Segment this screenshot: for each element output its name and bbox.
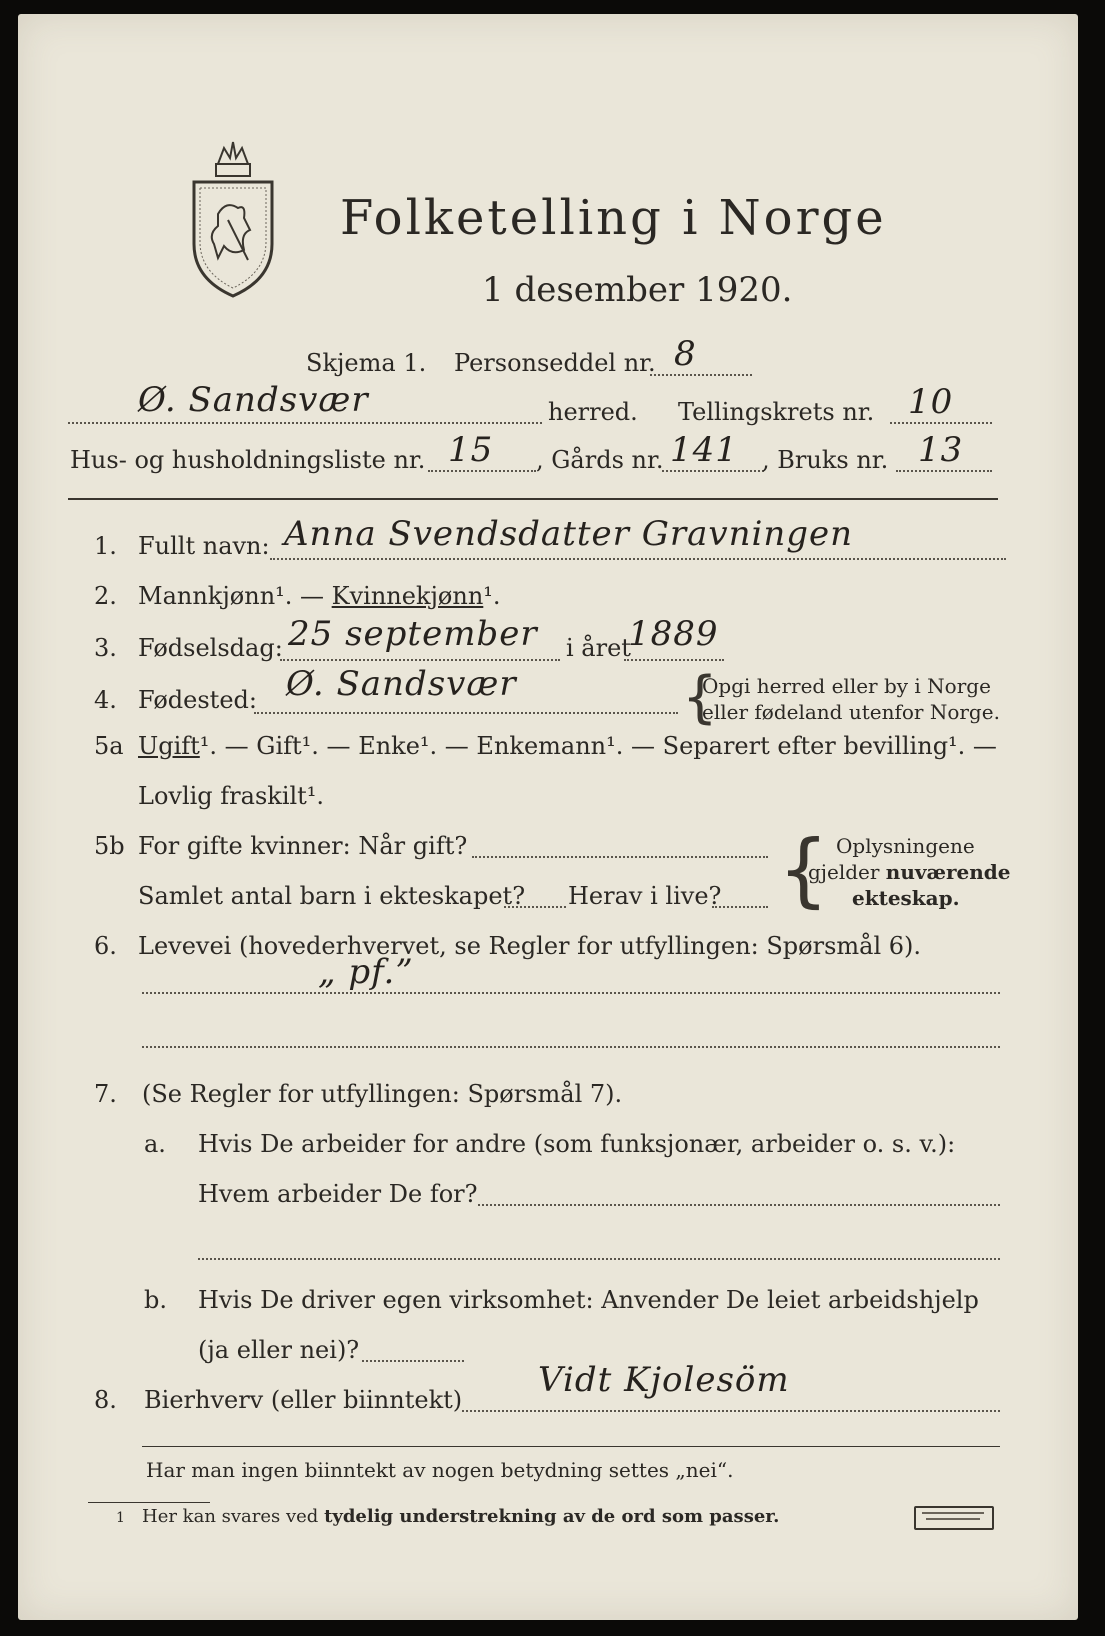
q6-number: 6. [94,932,117,960]
q8-number: 8. [94,1386,117,1414]
hus-line [428,470,536,472]
q1-label: Fullt navn: [138,532,270,560]
q5b-alive-line [712,906,768,908]
kvinnekjonn-option[interactable]: Kvinnekjønn [331,582,484,610]
footnote-text: Her kan svares ved tydelig understrekning av de ord som passer. [142,1506,780,1527]
census-date: 1 desember 1920. [482,270,793,310]
q4-label: Fødested: [138,686,257,714]
birthplace-value[interactable]: Ø. Sandsvær [286,664,517,704]
tellingskrets-label: Tellingskrets nr. [678,398,875,426]
q7b-letter: b. [144,1286,167,1314]
notes-divider [142,1446,1000,1447]
printer-stamp [914,1506,994,1530]
q7a-employer-line [478,1204,1000,1206]
q3-year-line [624,659,724,661]
header-divider [68,498,998,500]
hus-label: Hus- og husholdningsliste nr. [70,446,426,474]
footnote-divider [88,1502,210,1503]
gards-line [662,470,764,472]
personseddel-value[interactable]: 8 [674,334,697,374]
q4-brace: { [682,665,718,730]
herred-value[interactable]: Ø. Sandsvær [138,380,369,420]
herred-label: herred. [548,398,638,426]
q7b-line [362,1360,464,1362]
personseddel-label: Personseddel nr. [454,349,656,377]
side-income-value[interactable]: Vidt Kjolesöm [538,1360,790,1400]
q5a-text [138,732,997,760]
q5b-number: 5b [94,832,125,860]
q4-line [254,712,678,714]
q7a-text: Hvis De arbeider for andre (som funksjonær, arbeider o. s. v.): [198,1130,956,1158]
tellingskrets-value[interactable]: 10 [908,382,954,422]
q5b-brace: { [778,823,829,916]
q4-number: 4. [94,686,117,714]
q7b-ja-nei-label: (ja eller nei)? [198,1336,360,1364]
birth-year-value[interactable]: 1889 [628,614,719,654]
q5b-children-line [504,906,566,908]
bruks-label: , Bruks nr. [762,446,889,474]
herred-line [68,422,542,424]
q4-note-1: Opgi herred eller by i Norge [702,674,991,698]
skjema-label: Skjema 1. [306,349,427,377]
q8-label: Bierhverv (eller biinntekt) [144,1386,463,1414]
q1-line [270,558,1006,560]
q2-footnote-mark: ¹. [483,582,501,610]
q2-number: 2. [94,582,117,610]
q5b-when-line [472,856,768,858]
q5b-note-1: Oplysningene [836,834,975,858]
q5b-note-3: ekteskap. [852,886,960,910]
q7-label: (Se Regler for utfyllingen: Spørsmål 7). [142,1080,623,1108]
marital-options[interactable]: ¹. — Gift¹. — Enke¹. — Enkemann¹. — Separert efter bevilling¹. — [199,732,997,760]
q5a-number: 5a [94,732,124,760]
mannkjonn-option[interactable]: Mannkjønn¹. — [138,582,332,610]
gards-value[interactable]: 141 [670,430,738,470]
q7a-employer-label: Hvem arbeider De for? [198,1180,478,1208]
year-label: i året [566,634,631,662]
nei-note: Har man ingen biinntekt av nogen betydning settes „nei“. [146,1458,734,1482]
q3-date-line [280,659,560,661]
q1-number: 1. [94,532,117,560]
census-form-page [18,14,1078,1620]
bruks-value[interactable]: 13 [918,430,964,470]
q5b-children-label: Samlet antal barn i ekteskapet? [138,882,526,910]
q7b-text: Hvis De driver egen virksomhet: Anvender De leiet arbeidshjelp [198,1286,979,1314]
q3-label: Fødselsdag: [138,634,283,662]
hus-value[interactable]: 15 [448,430,494,470]
personseddel-line [650,374,752,376]
q5b-note-2: gjelder nuværende [808,860,1011,884]
q6-line-2 [142,1046,1000,1048]
footnote-number: 1 [116,1510,125,1526]
bruks-line [896,470,992,472]
q2-text [138,582,501,610]
birth-date-value[interactable]: 25 september [288,614,538,654]
tellingskrets-line [890,422,992,424]
q6-line-1 [142,992,1000,994]
lovlig-fraskilt-option[interactable]: Lovlig fraskilt¹. [138,782,325,810]
q4-note-2: eller fødeland utenfor Norge. [702,700,1000,724]
q3-number: 3. [94,634,117,662]
norwegian-coat-of-arms-icon [188,134,278,299]
form-title: Folketelling i Norge [340,190,887,246]
q5b-when-married-label: For gifte kvinner: Når gift? [138,832,468,860]
q7-number: 7. [94,1080,117,1108]
q5b-alive-label: Herav i live? [568,882,722,910]
q6-label: Levevei (hovederhvervet, se Regler for utfyllingen: Spørsmål 6). [138,932,922,960]
gards-label: , Gårds nr. [536,446,664,474]
q7a-line-2 [198,1258,1000,1260]
full-name-value[interactable]: Anna Svendsdatter Gravningen [284,514,854,554]
ugift-option[interactable]: Ugift [138,732,200,760]
q7a-letter: a. [144,1130,166,1158]
occupation-value[interactable]: „ pf.” [318,952,414,992]
q8-line [462,1410,1000,1412]
